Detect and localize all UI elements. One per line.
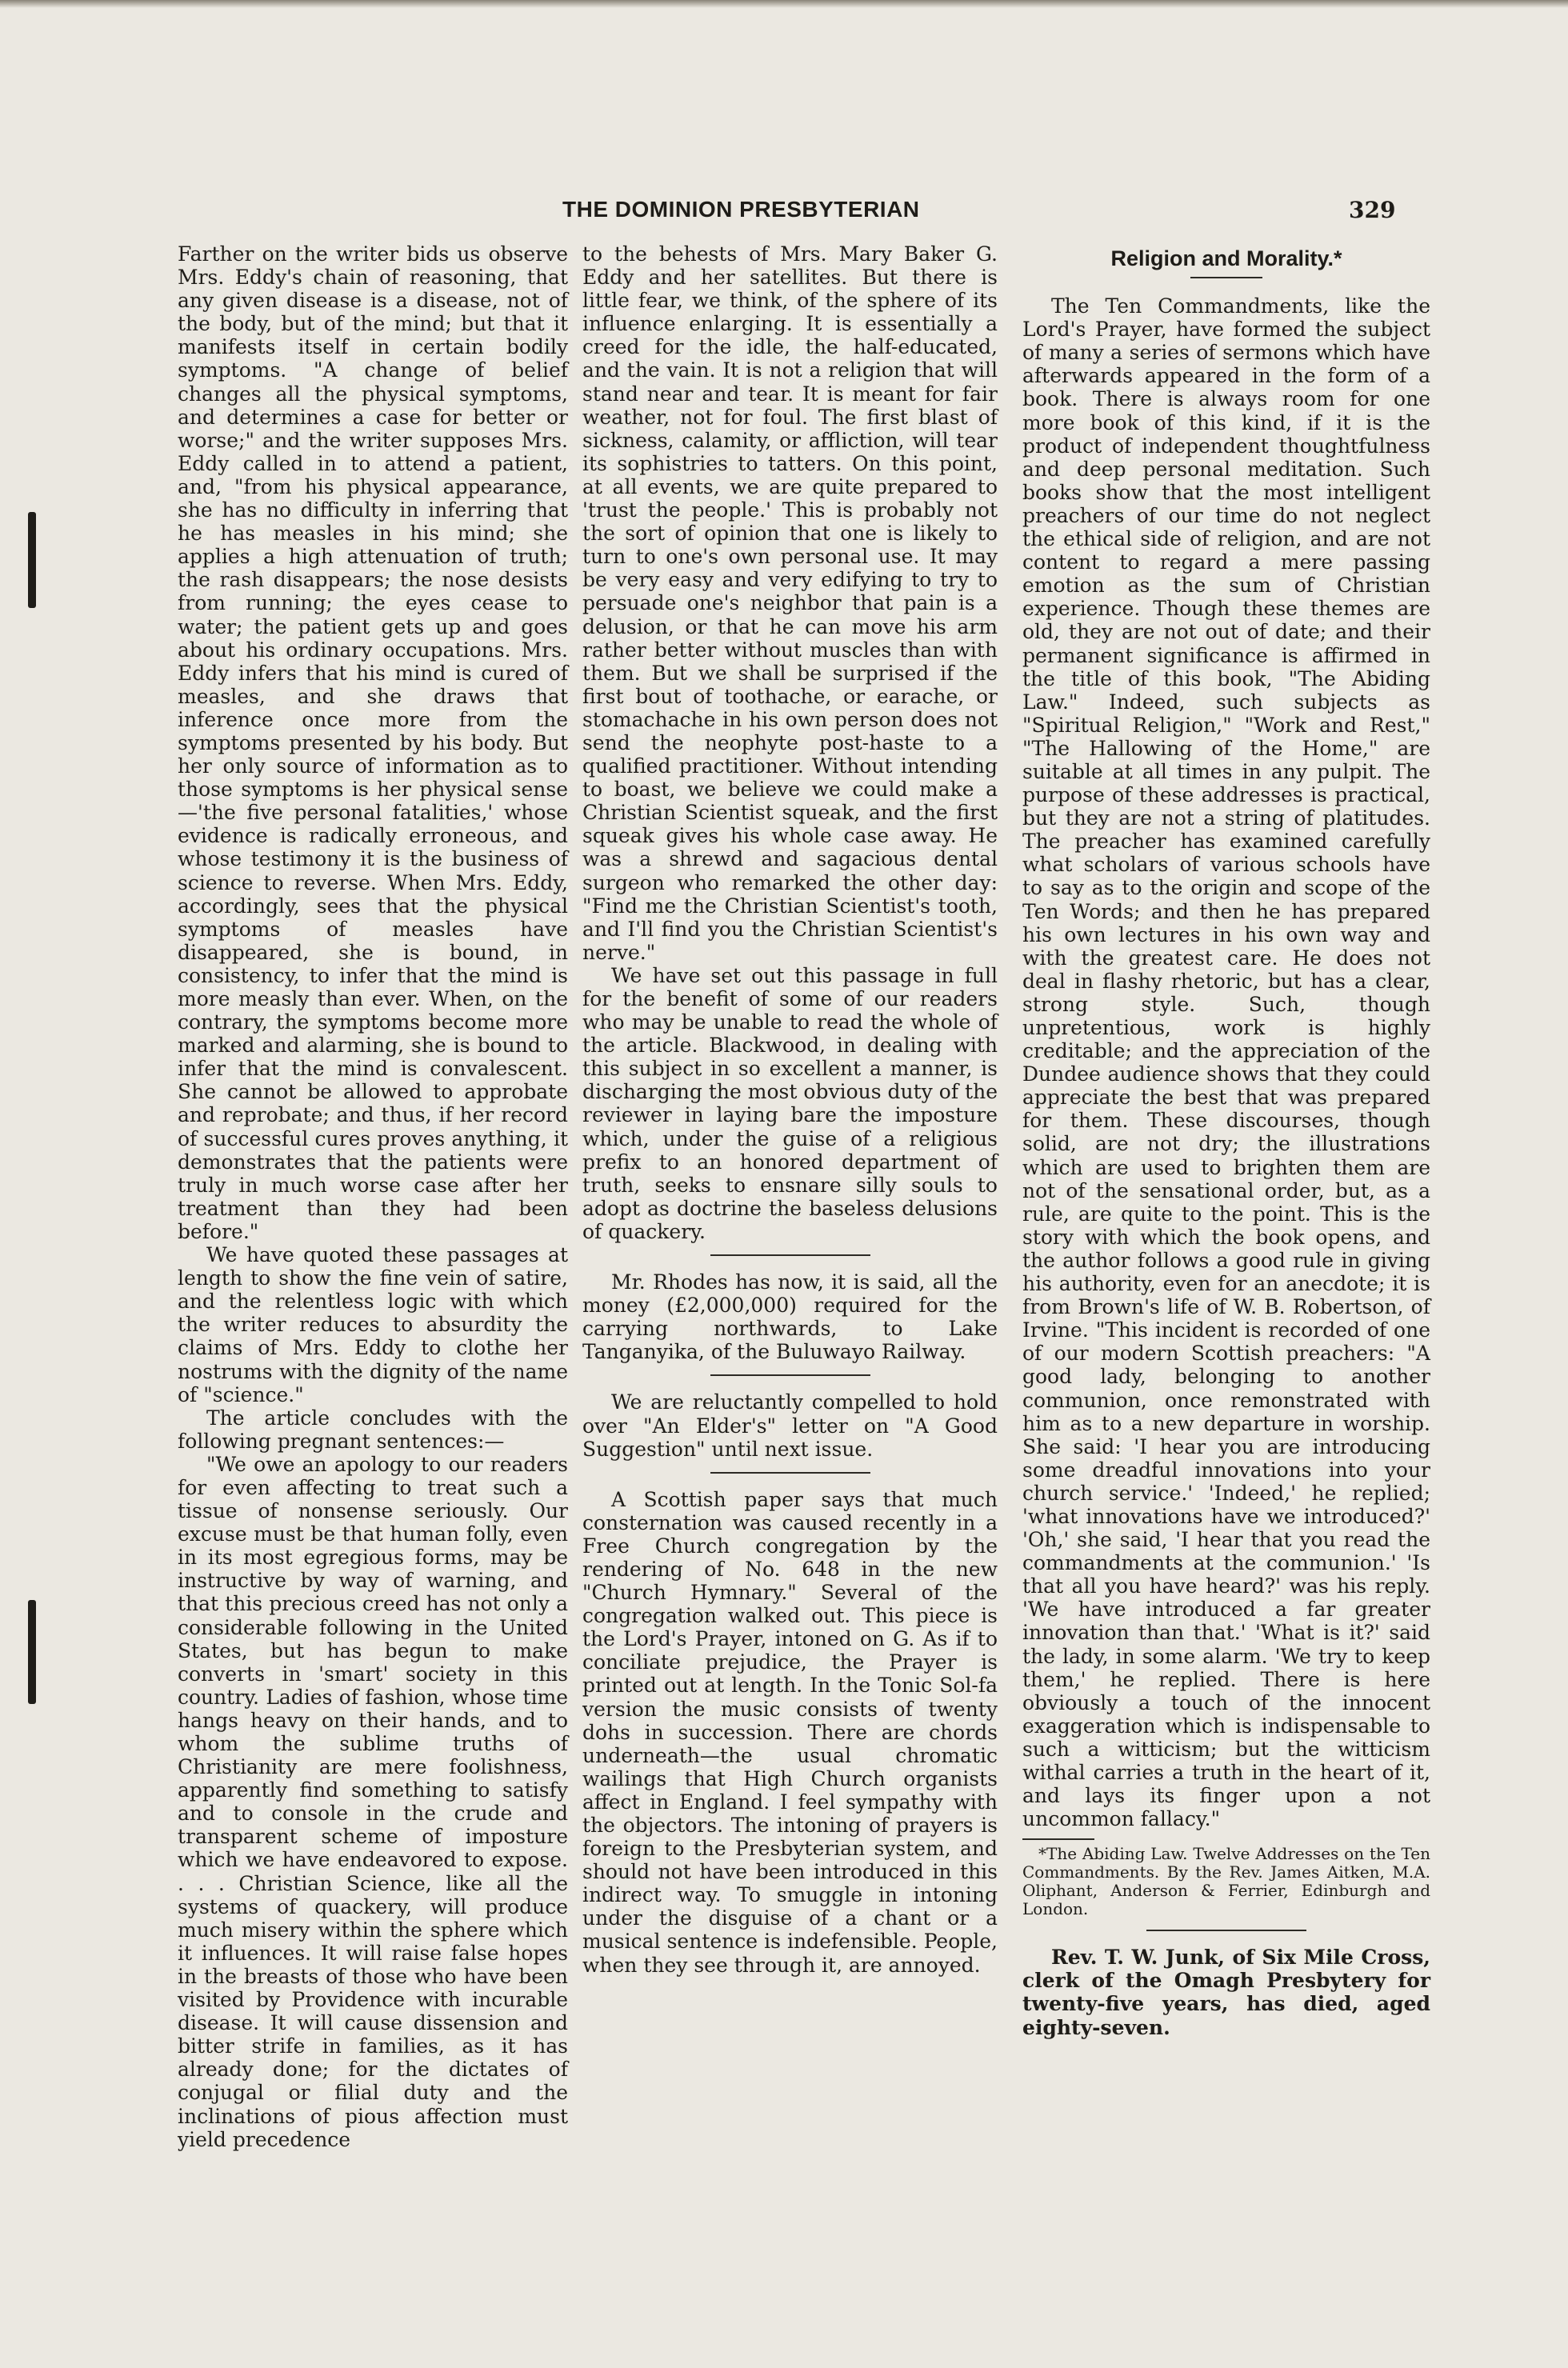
footnote-divider xyxy=(1022,1838,1094,1840)
section-divider xyxy=(1146,1930,1306,1931)
article-paragraph: The article concludes with the following pregnant sentences:— xyxy=(178,1406,568,1453)
article-paragraph: We have set out this passage in full for the benefit of some of our readers who may be unable to read the whole of the article. Blackwood, in dealing with this subject in so excellent a manner, is discharging the most obvious duty of the reviewer in laying bare the imposture which, under the guise of a religious prefix to an honored department of truth, seeks to ensnare silly souls to adopt as doctrine the baseless delusions of quackery. xyxy=(582,963,998,1243)
news-note-rhodes: Mr. Rhodes has now, it is said, all the money (£2,000,000) required for the carrying northwards, to Lake Tanganyika, of the Buluwayo Railway. xyxy=(582,1270,998,1364)
footnote xyxy=(1022,1845,1430,1918)
footnote-text: *The Abiding Law. Twelve Addresses on the Ten Commandments. By the Rev. James Aitken, M.A. Oliphant, Anderson & Ferrier, Edinburgh and London. xyxy=(1022,1844,1430,1919)
scan-edge-shadow xyxy=(0,0,1568,8)
section-divider xyxy=(710,1374,870,1376)
article-paragraph: The Ten Commandments, like the Lord's Prayer, have formed the subject of many a series of sermons which have afterwards appeared in the form of a book. There is always room for one more book of this kind, if it is the product of independent thoughtfulness and deep personal meditation. Such books show that the most intelligent preachers of our time do not neglect the ethical side of religion, and are not content to regard a mere passing emotion as the sum of Christian experience. Though these themes are old, they are not out of date; and their permanent significance is affirmed in the title of this book, "The Abiding Law." Indeed, such subjects as "Spiritual Religion," "Work and Rest," "The Hallowing of the Home," are suitable at all times in any pulpit. The purpose of these addresses is practical, but they are not a string of platitudes. The preacher has examined carefully what scholars of various schools have to say as to the origin and scope of the Ten Words; and then he has prepared his own lectures in his own way and with the greatest care. He does not deal in flashy rhetoric, but has a clear, strong style. Such, though unpretentious, work is highly creditable; and the appreciation of the Dundee audience shows that they could appreciate the best that was prepared for them. These discourses, though solid, are not dry; the illustrations which are used to brighten them are not of the sensational order, but, as a rule, are quite to the point. This is the story with which the book opens, and the author follows a good rule in giving his authority, even for an anecdote; it is from Brown's life of W. B. Robertson, of Irvine. "This incident is recorded of one of our modern Scottish preachers: "A good lady, belonging to another communion, once remonstrated with him as to a new departure in worship. She said: 'I hear you are introducing some dreadful innovations into your church service.' 'Indeed,' he replied; 'what innovations have we introduced?' 'Oh,' she said, 'I hear that you read the commandments at the communion.' 'Is that all you have heard?' was his reply. 'We have introduced a far greater innovation than that.' 'What is it?' said the lady, in some alarm. 'We try to keep them,' he replied. There is here obviously a touch of the innocent exaggeration which is indispensable to such a witticism; but the witticism withal carries a truth in the heart of it, and lays its finger upon a not uncommon fallacy." xyxy=(1022,294,1430,1831)
page-header xyxy=(0,197,1568,229)
page-number: 329 xyxy=(1349,197,1396,223)
article-paragraph: to the behests of Mrs. Mary Baker G. Eddy and her satellites. But there is little fear, we think, of the sphere of its influence enlarging. It is essentially a creed for the idle, the half-educated, and the vain. It is not a religion that will stand near and tear. It is meant for fair weather, not for foul. The first blast of sickness, calamity, or affliction, will tear its sophistries to tatters. On this point, at all events, we are quite prepared to 'trust the people.' This is probably not the sort of opinion that one is likely to turn to one's own personal use. It may be very easy and very edifying to try to persuade one's neighbor that pain is a delusion, or that he can move his arm rather better without muscles than with them. But we shall be surprised if the first bout of toothache, or earache, or stomachache in his own person does not send the neophyte post-haste to a qualified practitioner. Without intending to boast, we believe we could make a Christian Scientist squeak, and the first squeak gives his whole case away. He was a shrewd and sagacious dental surgeon who remarked the other day: "Find me the Christian Scientist's tooth, and I'll find you the Christian Scientist's nerve." xyxy=(582,242,998,964)
news-note-obituary: Rev. T. W. Junk, of Six Mile Cross, clerk of the Omagh Presbytery for twenty-five years, has died, aged eighty-seven. xyxy=(1022,1946,1430,2039)
binding-mark-lower xyxy=(28,1600,36,1704)
article-heading: Religion and Morality.* xyxy=(1110,246,1342,270)
column-2 xyxy=(582,242,998,1977)
column-1 xyxy=(178,242,568,2151)
news-note-church-hymnary: A Scottish paper says that much consternation was caused recently in a Free Church congregation by the rendering of No. 648 in the new "Church Hymnary." Several of the congregation walked out. This piece is the Lord's Prayer, intoned on G. As if to conciliate prejudice, the Prayer is printed out at length. In the Tonic Sol-fa version the music consists of twenty dohs in succession. There are chords underneath—the usual chromatic wailings that High Church organists affect in England. I feel sympathy with the objectors. The intoning of prayers is foreign to the Presbyterian system, and should not have been introduced in this indirect way. To smuggle in intoning under the disguise of a chant or a musical sentence is indefensible. People, when they see through it, are annoyed. xyxy=(582,1487,998,1977)
article-paragraph: We have quoted these passages at length to show the fine vein of satire, and the relentless logic with which the writer reduces to absurdity the claims of Mrs. Eddy to clothe her nostrums with the dignity of the name of "science." xyxy=(178,1243,568,1406)
news-note-elder-letter: We are reluctantly compelled to hold over "An Elder's" letter on "A Good Suggestion" until next issue. xyxy=(582,1390,998,1461)
running-title: THE DOMINION PRESBYTERIAN xyxy=(562,197,920,222)
column-3 xyxy=(1022,242,1430,2039)
heading-underline xyxy=(1190,277,1262,278)
section-divider xyxy=(710,1472,870,1474)
article-paragraph: Farther on the writer bids us observe Mrs. Eddy's chain of reasoning, that any given disease is a disease, not of the body, but of the mind; but that it manifests itself in certain bodily symptoms. "A change of belief changes all the physical symptoms, and determines a case for better or worse;" and the writer supposes Mrs. Eddy called in to attend a patient, and, "from his physical appearance, she has no difficulty in inferring that he has measles in his mind; she applies a high attenuation of truth; the rash disappears; the nose desists from running; the eyes cease to water; the patient gets up and goes about his ordinary occupations. Mrs. Eddy infers that his mind is cured of measles, and she draws that inference once more from the symptoms presented by his body. But her only source of information as to those symptoms is her physical sense —'the five personal fatalities,' whose evidence is radically erroneous, and whose testimony it is the business of science to reverse. When Mrs. Eddy, accordingly, sees that the physical symptoms of measles have disappeared, she is bound, in consistency, to infer that the mind is more measly than ever. When, on the contrary, the symptoms become more marked and alarming, she is bound to infer that the mind is convalescent. She cannot be allowed to approbate and reprobate; and thus, if her record of successful cures proves anything, it demonstrates that the patients were truly in much worse case after her treatment than they had been before." xyxy=(178,242,568,1243)
section-divider xyxy=(710,1254,870,1256)
binding-mark-upper xyxy=(28,512,36,608)
article-paragraph: "We owe an apology to our readers for even affecting to treat such a tissue of nonsense seriously. Our excuse must be that human folly, even in its most egregious forms, may be instructive by way of warning, and that this precious creed has not only a considerable following in the United States, but has begun to make converts in 'smart' society in this country. Ladies of fashion, whose time hangs heavy on their hands, and to whom the sublime truths of Christianity are mere foolishness, apparently find something to satisfy and to console in the crude and transparent scheme of imposture which we have endeavored to expose. . . . Christian Science, like all the systems of quackery, will produce much misery within the sphere which it influences. It will raise false hopes in the breasts of those who have been visited by Providence with incurable disease. It will cause dissension and bitter strife in families, as it has already done; for the dictates of conjugal or filial duty and the inclinations of pious affection must yield precedence xyxy=(178,1452,568,2151)
